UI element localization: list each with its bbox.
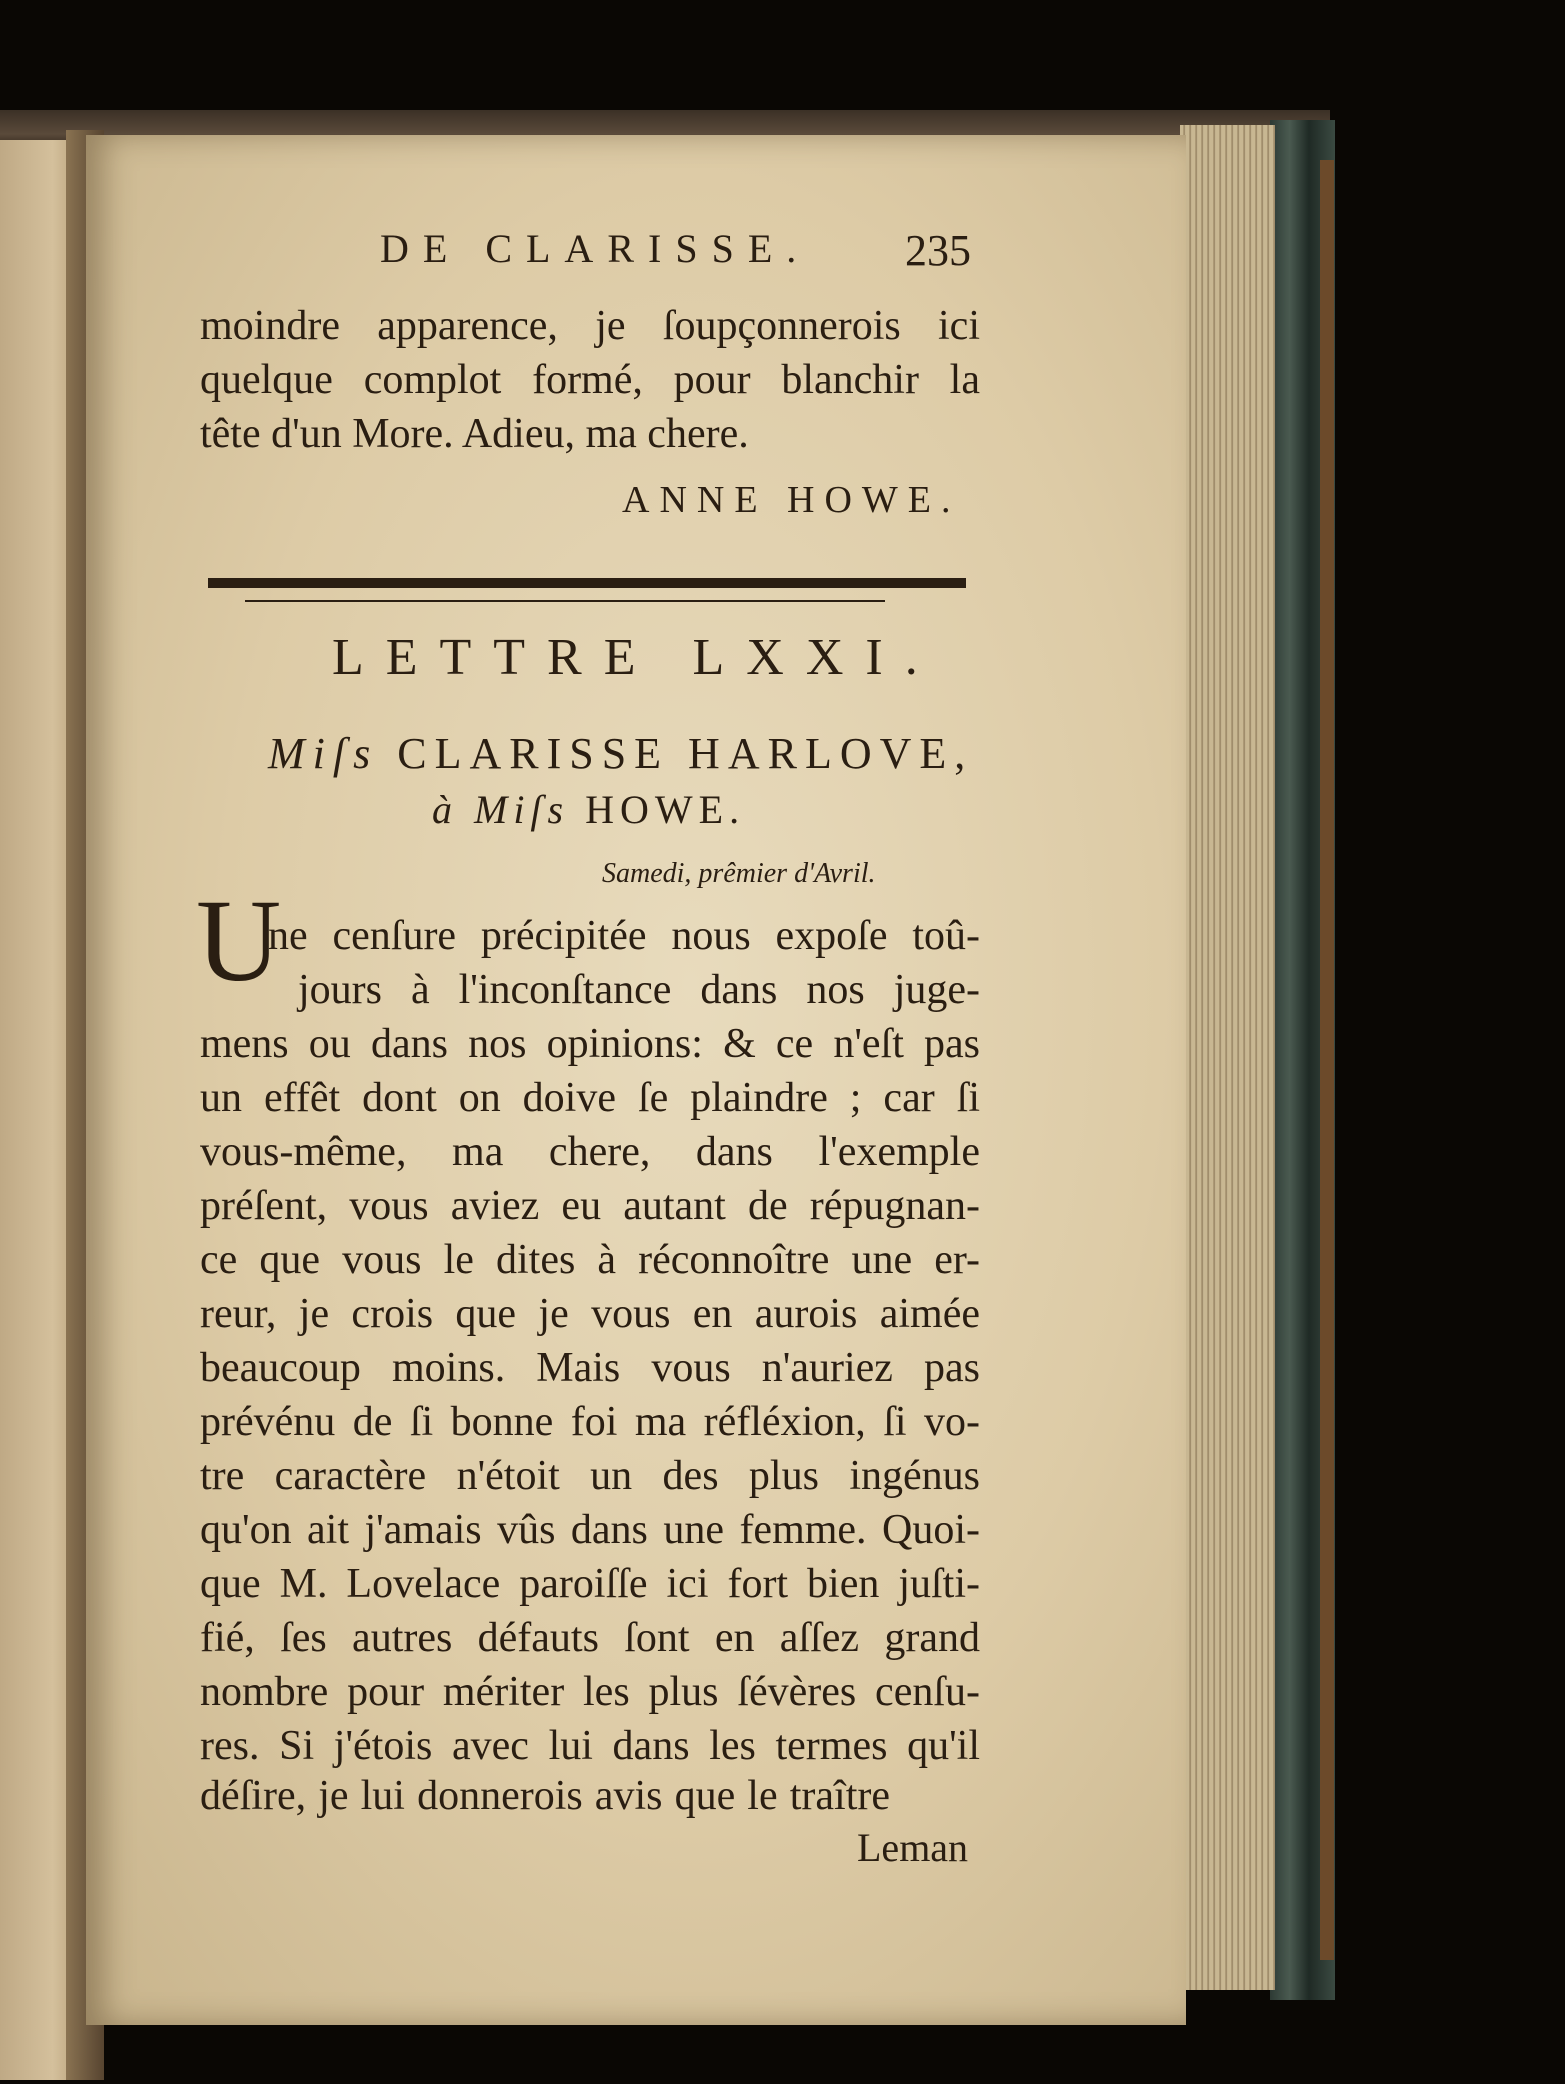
body-line: qu'on ait j'amais vûs dans une femme. Quoi- <box>200 1507 980 1553</box>
drop-capital: U <box>196 875 282 1006</box>
letter-title: LETTRE LXXI. <box>332 629 940 686</box>
page-stack-edges <box>1180 125 1275 1990</box>
body-line: beaucoup moins. Mais vous n'auriez pas <box>200 1345 980 1391</box>
body-line: jours à l'inconſtance dans nos juge- <box>298 967 980 1013</box>
body-line: reur, je crois que je vous en aurois aimée <box>200 1291 980 1337</box>
running-title: DE CLARISSE. <box>380 226 811 271</box>
address-addressee: HOWE. <box>585 787 746 832</box>
body-line: nombre pour mériter les plus ſévères cenſu- <box>200 1669 980 1715</box>
cover-leather-edge <box>1320 160 1334 1960</box>
body-line: mens ou dans nos opinions: & ce n'eſt pas <box>200 1021 980 1067</box>
body-line: prévénu de ſi bonne foi ma réfléxion, ſi vo- <box>200 1399 980 1445</box>
body-line: tre caractère n'étoit un des plus ingénus <box>200 1453 980 1499</box>
text-line: tête d'un More. Adieu, ma chere. <box>200 411 749 457</box>
body-line: ne cenſure précipitée nous expoſe toû- <box>268 913 980 959</box>
catchword: Leman <box>857 1825 969 1870</box>
address-prefix: Miſs <box>268 729 379 778</box>
address-preposition: à <box>432 787 458 832</box>
page-number: 235 <box>905 226 971 275</box>
body-line: fié, ſes autres défauts ſont en aſſez grand <box>200 1615 980 1661</box>
body-line: vous-même, ma chere, dans l'exemple <box>200 1129 980 1175</box>
ornamental-rule <box>208 578 966 588</box>
letter-address-line-1 <box>268 728 973 779</box>
text-line: moindre apparence, je ſoupçonnerois ici <box>200 303 980 349</box>
body-line: préſent, vous aviez eu autant de répugnan- <box>200 1183 980 1229</box>
body-line: res. Si j'étois avec lui dans les termes qu'il <box>200 1723 980 1769</box>
body-line: ce que vous le dites à réconnoître une er- <box>200 1237 980 1283</box>
address-recipient: CLARISSE HARLOVE, <box>397 729 974 778</box>
body-line: que M. Lovelace paroiſſe ici fort bien juſti- <box>200 1561 980 1607</box>
letter-date: Samedi, prêmier d'Avril. <box>602 858 876 889</box>
text-line: quelque complot formé, pour blanchir la <box>200 357 980 403</box>
body-line: déſire, je lui donnerois avis que le traître <box>200 1773 890 1819</box>
address-miss: Miſs <box>474 787 570 832</box>
letter-address-line-2 <box>432 786 745 833</box>
body-line: un effêt dont on doive ſe plaindre ; car ſi <box>200 1075 980 1121</box>
signature: ANNE HOWE. <box>622 479 961 521</box>
divider-rule <box>245 600 885 602</box>
